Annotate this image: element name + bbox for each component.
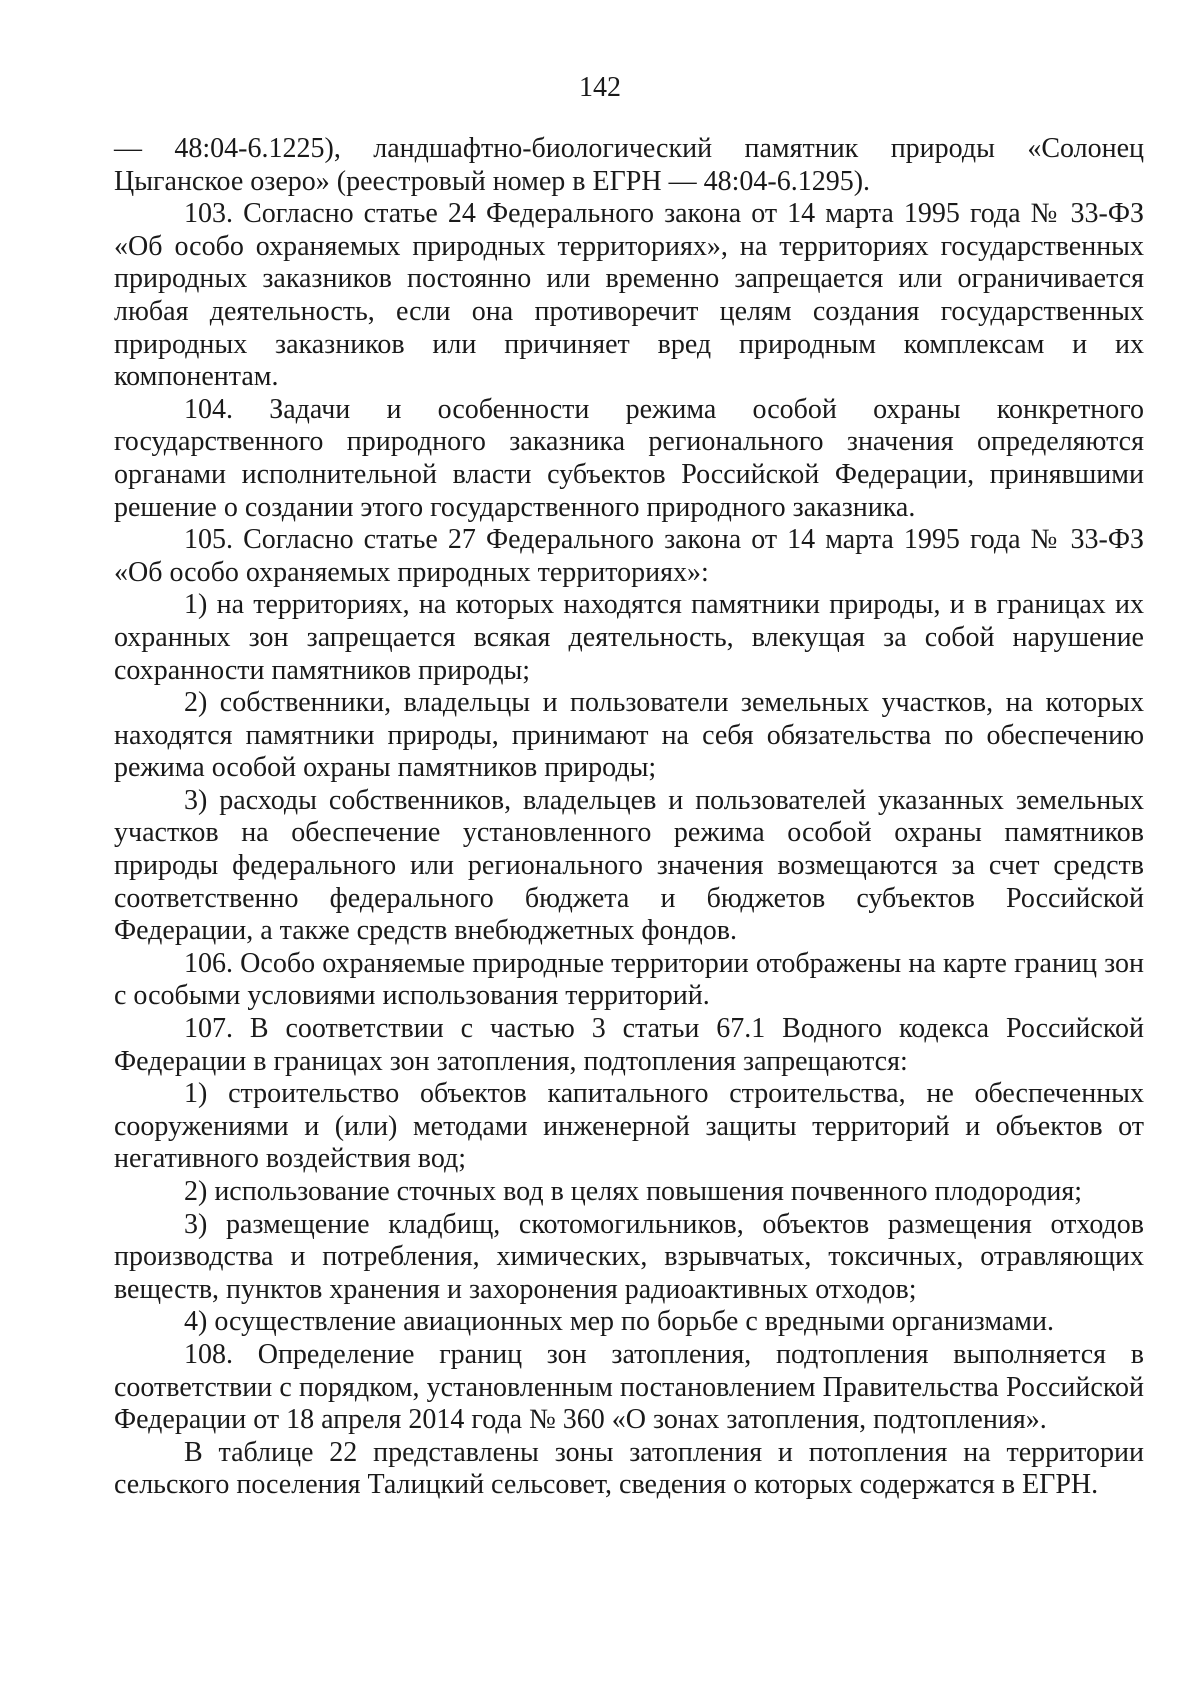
- paragraph-103: 103. Согласно статье 24 Федерального закона от 14 марта 1995 года № 33-ФЗ «Об особо охраняемых природных территориях», на территориях государственных природных заказников постоянно или временно запрещается или ограничивается любая деятельность, если она противоречит целям создания государственных природных заказников или причиняет вред природным комплексам и их компонентам.: [114, 198, 1144, 393]
- list-item-107-2: 2) использование сточных вод в целях повышения почвенного плодородия;: [184, 1176, 1082, 1207]
- page-number: 142: [579, 72, 621, 103]
- list-item-105-3: 3) расходы собственников, владельцев и пользователей указанных земельных участков на обеспечение установленного режима особой охраны памятников природы федерального или регионального значения возмещаются за счет средств соответственно федерального бюджета и бюджетов субъектов Российской Федерации, а также средств внебюджетных фондов.: [114, 784, 1144, 947]
- list-item-107-4: 4) осуществление авиационных мер по борьбе с вредными организмами.: [184, 1306, 1054, 1338]
- paragraph-continuation: — 48:04-6.1225), ландшафтно-биологический памятник природы «Солонец Цыганское озеро» (реестровый номер в ЕГРН — 48:04-6.1295).: [114, 133, 1144, 197]
- list-item-105-1: 1) на территориях, на которых находятся памятники природы, и в границах их охранных зон запрещается всякая деятельность, влекущая за собой нарушение сохранности памятников природы;: [114, 589, 1144, 686]
- paragraph-108: 108. Определение границ зон затопления, подтопления выполняется в соответствии с порядком, установленным постановлением Правительства Российской Федерации от 18 апреля 2014 года № 360 «О зонах затопления, подтопления».: [114, 1338, 1144, 1436]
- paragraph-table-22-intro: В таблице 22 представлены зоны затопления и потопления на территории сельского поселения Талицкий сельсовет, сведения о которых содержатся в ЕГРН.: [114, 1436, 1144, 1501]
- list-item-107-3: 3) размещение кладбищ, скотомогильников, объектов размещения отходов производства и потребления, химических, взрывчатых, токсичных, отравляющих веществ, пунктов хранения и захоронения радиоактивных отходов;: [114, 1208, 1144, 1305]
- list-item-107-1: 1) строительство объектов капитального строительства, не обеспеченных сооружениями и (или) методами инженерной защиты территорий и объектов от негативного воздействия вод;: [114, 1078, 1144, 1175]
- paragraph-104: 104. Задачи и особенности режима особой охраны конкретного государственного природного заказника регионального значения определяются органами исполнительной власти субъектов Российской Федерации, принявшими решение о создании этого государственного природного заказника.: [114, 393, 1144, 523]
- document-body: [114, 133, 1144, 1502]
- paragraph-105: 105. Согласно статье 27 Федерального закона от 14 марта 1995 года № 33-ФЗ «Об особо охраняемых природных территориях»:: [114, 524, 1144, 588]
- paragraph-106: 106. Особо охраняемые природные территории отображены на карте границ зон с особыми условиями использования территорий.: [114, 947, 1144, 1012]
- paragraph-107: 107. В соответствии с частью 3 статьи 67.1 Водного кодекса Российской Федерации в границах зон затопления, подтопления запрещаются:: [114, 1013, 1144, 1077]
- list-item-105-2: 2) собственники, владельцы и пользователи земельных участков, на которых находятся памятники природы, принимают на себя обязательства по обеспечению режима особой охраны памятников природы;: [114, 687, 1144, 784]
